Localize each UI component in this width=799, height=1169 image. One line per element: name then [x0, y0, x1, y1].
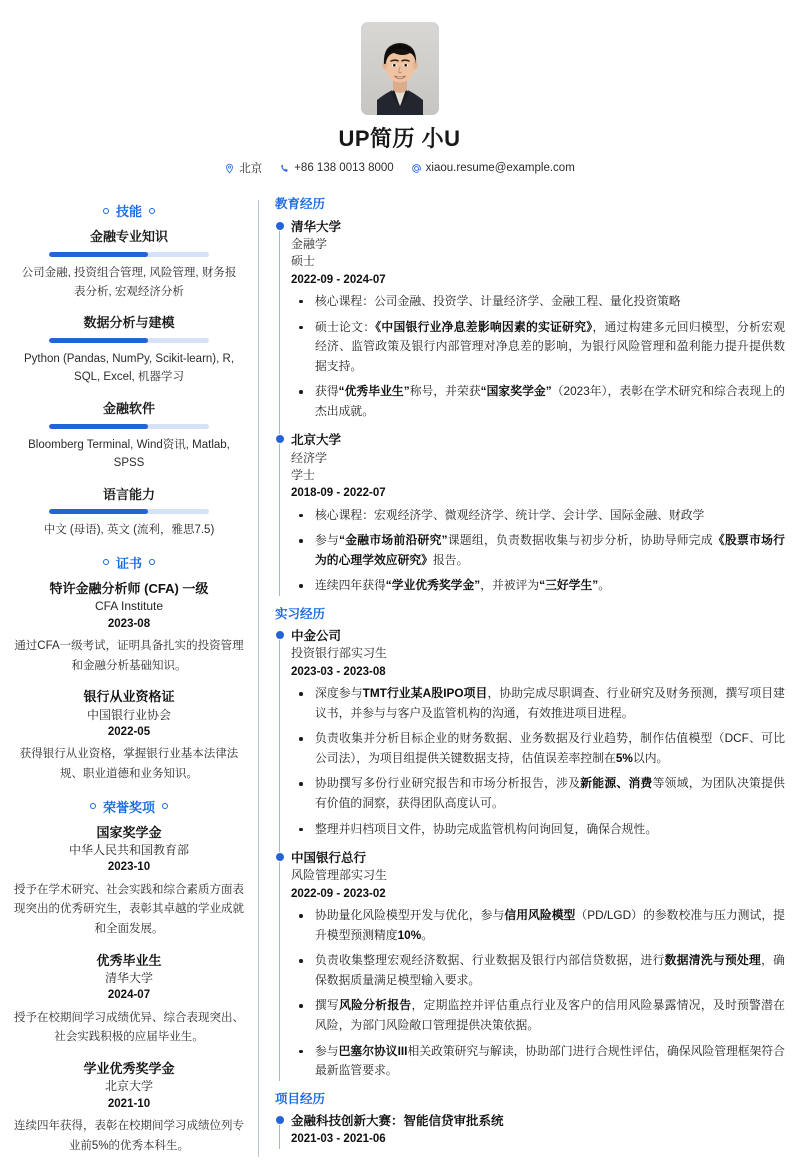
education-bullets	[291, 506, 785, 596]
resume-header	[0, 0, 799, 184]
bullet-item: 核心课程：宏观经济学、微观经济学、统计学、会计学、国际金融、财政学	[291, 506, 785, 526]
education-entry	[291, 431, 785, 596]
skill-name: 数据分析与建模	[83, 315, 175, 331]
bullet-item: 连续四年获得“学业优秀奖学金”，并被评为“三好学生”。	[291, 576, 785, 596]
honor-date: 2021-10	[107, 1097, 151, 1110]
education-date: 2022-09 - 2024-07	[291, 273, 386, 286]
skill-level-bar	[49, 252, 209, 257]
honor-item	[14, 1060, 244, 1156]
internship-company: 中金公司	[291, 629, 342, 644]
ring-left-icon	[103, 559, 109, 565]
internship-entry	[291, 849, 785, 1081]
internship-role: 投资银行部实习生	[291, 646, 388, 661]
bullet-item: 参与“金融市场前沿研究”课题组，负责数据收集与初步分析，协助导师完成《股票市场行为的心理学效应研究》报告。	[291, 531, 785, 570]
bullet-item: 硕士论文：《中国银行业净息差影响因素的实证研究》，通过构建多元回归模型，分析宏观经济、监管政策及银行内部管理对净息差的影响，为银行风险管理和盈利能力提升提供数据支持。	[291, 318, 785, 377]
sidebar-skills-heading-text: 技能	[115, 204, 142, 220]
education-date: 2018-09 - 2022-07	[291, 487, 386, 500]
honor-description: 授予在学术研究、社会实践和综合素质方面表现突出的优秀研究生，表彰其卓越的学业成就和全面发展。	[14, 883, 244, 936]
certificate-date: 2023-08	[107, 617, 151, 630]
honor-item	[14, 952, 244, 1048]
bullet-item: 负责收集并分析目标企业的财务数据、业务数据及行业趋势，制作估值模型（DCF、可比公司法），为项目组提供关键数据支持，估值误差率控制在5%以内。	[291, 729, 785, 768]
email-at-icon	[411, 163, 422, 174]
sidebar-certificates-heading-text: 证书	[115, 555, 142, 571]
certificate-date: 2022-05	[107, 725, 151, 738]
bullet-item: 深度参与TMT行业某A股IPO项目，协助完成尽职调查、行业研究及财务预测，撰写项目建议书，并参与与客户及监管机构的沟通，有效推进项目进程。	[291, 684, 785, 723]
education-major: 金融学	[291, 236, 328, 251]
section-education-heading: 教育经历	[275, 197, 326, 212]
skill-item	[14, 486, 244, 540]
location-pin-icon	[224, 163, 235, 174]
contact-email	[411, 162, 575, 174]
photo-wrap	[0, 22, 799, 115]
skill-name: 金融软件	[102, 400, 155, 416]
internship-bullets	[291, 684, 785, 839]
sidebar-honors-heading	[14, 797, 244, 816]
skill-level-fill	[49, 424, 148, 429]
project-date: 2021-03 - 2021-06	[291, 1133, 386, 1146]
skill-level-bar	[49, 338, 209, 343]
honor-org: 北京大学	[104, 1079, 153, 1094]
sidebar-section-honors	[14, 797, 244, 1157]
certificate-name: 银行从业资格证	[83, 689, 175, 705]
honor-description: 授予在校期间学习成绩优异、综合表现突出、社会实践积极的应届毕业生。	[14, 1011, 244, 1044]
ring-right-icon	[149, 208, 155, 214]
skill-description: Python (Pandas, NumPy, Scikit-learn), R, SQL, Excel, 机器学习	[23, 352, 235, 384]
contact-phone	[279, 162, 393, 174]
internship-entry	[291, 627, 785, 839]
skill-description: 中文 (母语), 英文 (流利，雅思7.5)	[43, 524, 215, 537]
skill-item	[14, 314, 244, 387]
honor-name: 优秀毕业生	[96, 952, 162, 968]
honor-description: 连续四年获得，表彰在校期间学习成绩位列专业前5%的优秀本科生。	[14, 1119, 244, 1152]
skill-item	[14, 400, 244, 473]
portrait-photo-icon	[361, 22, 439, 115]
internship-date: 2023-03 - 2023-08	[291, 665, 386, 678]
honor-date: 2024-07	[107, 989, 151, 1002]
sidebar-honors-heading-text: 荣誉奖项	[102, 799, 155, 815]
bullet-item: 获得“优秀毕业生”称号，并荣获“国家奖学金”（2023年），表彰在学术研究和综合表现上的杰出成就。	[291, 382, 785, 421]
internship-timeline	[275, 627, 785, 1080]
bullet-item: 协助量化风险模型开发与优化，参与信用风险模型（PD/LGD）的参数校准与压力测试，提升模型预测精度10%。	[291, 906, 785, 945]
contact-email-text: xiaou.resume@example.com	[425, 162, 575, 175]
bullet-item: 负责收集整理宏观经济数据、行业数据及银行内部信贷数据，进行数据清洗与预处理，确保数据质量满足模型输入要求。	[291, 951, 785, 990]
skill-description: 公司金融, 投资组合管理, 风险管理, 财务报表分析, 宏观经济分析	[21, 266, 237, 298]
certificate-description: 通过CFA一级考试，证明具备扎实的投资管理和金融分析基础知识。	[14, 639, 244, 672]
education-school: 清华大学	[291, 219, 342, 234]
internship-company: 中国银行总行	[291, 851, 367, 866]
sidebar-section-certificates	[14, 553, 244, 785]
internship-role: 风险管理部实习生	[291, 868, 388, 883]
ring-right-icon	[149, 559, 155, 565]
ring-left-icon	[103, 208, 109, 214]
skill-description: Bloomberg Terminal, Wind资讯, Matlab, SPSS	[28, 438, 230, 470]
certificate-description: 获得银行从业资格，掌握银行业基本法律法规、职业道德和业务知识。	[19, 748, 239, 780]
project-entry	[291, 1112, 785, 1149]
section-projects	[275, 1091, 785, 1149]
skill-level-fill	[49, 509, 148, 514]
ring-right-icon	[162, 803, 168, 809]
bullet-item: 撰写风险分析报告，定期监控并评估重点行业及客户的信用风险暴露情况，及时预警潜在风险，为部门风险敞口管理提供决策依据。	[291, 996, 785, 1035]
education-timeline	[275, 218, 785, 596]
skill-level-fill	[49, 252, 148, 257]
honor-org: 清华大学	[104, 970, 153, 985]
certificate-item	[14, 688, 244, 784]
education-degree: 硕士	[291, 254, 316, 269]
honor-name: 国家奖学金	[96, 824, 162, 840]
project-timeline	[275, 1112, 785, 1149]
avatar	[361, 22, 439, 115]
section-education	[275, 196, 785, 596]
skill-item	[14, 228, 244, 301]
ring-left-icon	[90, 803, 96, 809]
internship-bullets	[291, 906, 785, 1081]
contact-row	[0, 160, 799, 176]
main-column	[259, 192, 799, 1158]
certificate-item	[14, 580, 244, 676]
education-major: 经济学	[291, 450, 328, 465]
contact-phone-text: +86 138 0013 8000	[294, 162, 394, 175]
contact-location-text: 北京	[239, 163, 263, 176]
project-name: 金融科技创新大赛：智能信贷审批系统	[291, 1114, 504, 1128]
phone-icon	[279, 163, 290, 174]
bullet-item: 协助撰写多份行业研究报告和市场分析报告，涉及新能源、消费等领域，为团队决策提供有价值的洞察，获得团队高度认可。	[291, 774, 785, 813]
page-title: UP简历 小U	[338, 126, 461, 151]
certificate-org: CFA Institute	[94, 599, 164, 614]
education-degree: 学士	[291, 467, 316, 482]
sidebar-skills-heading	[14, 201, 244, 220]
bullet-item: 整理并归档项目文件，协助完成监管机构问询回复，确保合规性。	[291, 820, 785, 840]
certificate-org: 中国银行业协会	[86, 707, 171, 722]
certificate-name: 特许金融分析师 (CFA) 一级	[49, 580, 209, 596]
education-school: 北京大学	[291, 433, 342, 448]
skill-level-fill	[49, 338, 148, 343]
resume-body	[0, 184, 799, 1168]
bullet-item: 核心课程：公司金融、投资学、计量经济学、金融工程、量化投资策略	[291, 292, 785, 312]
skill-name: 金融专业知识	[89, 229, 168, 245]
section-projects-heading: 项目经历	[275, 1091, 326, 1106]
skill-level-bar	[49, 424, 209, 429]
internship-date: 2022-09 - 2023-02	[291, 887, 386, 900]
education-bullets	[291, 292, 785, 421]
bullet-item: 参与巴塞尔协议III相关政策研究与解读，协助部门进行合规性评估，确保风险管理框架符合最新监管要求。	[291, 1042, 785, 1081]
skill-name: 语言能力	[102, 486, 155, 502]
contact-location	[224, 160, 262, 176]
section-internship-heading: 实习经历	[275, 607, 326, 622]
honor-org: 中华人民共和国教育部	[68, 842, 189, 857]
honor-date: 2023-10	[107, 861, 151, 874]
sidebar-certificates-heading	[14, 553, 244, 572]
education-entry	[291, 218, 785, 422]
honor-name: 学业优秀奖学金	[83, 1061, 175, 1077]
section-internship	[275, 606, 785, 1081]
sidebar	[0, 192, 258, 1168]
honor-item	[14, 824, 244, 940]
sidebar-section-skills	[14, 201, 244, 540]
skill-level-bar	[49, 509, 209, 514]
